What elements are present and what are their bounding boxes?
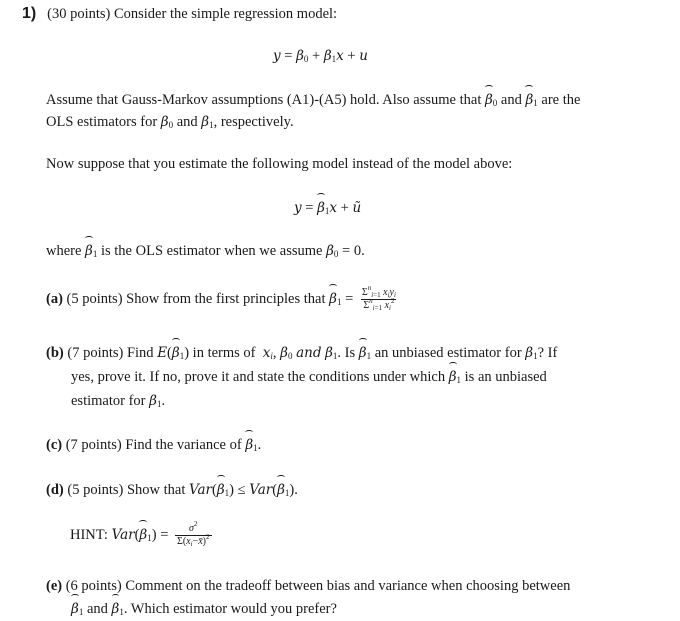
question-intro: Consider the simple regression model: xyxy=(113,6,338,22)
equation-full-model: $y = \beta_0 + \beta_1x + u$ xyxy=(273,48,368,64)
equation-restricted-model: $y = \beta_1x$ + ũ xyxy=(294,196,361,220)
part-d: (d) (5 points) Show that $Var(\beta_1) \le Var(\beta_1)$. xyxy=(46,478,298,502)
part-e-line1: (e) (6 points) Comment on the tradeoff between bias and variance when choosing between xyxy=(46,578,571,594)
where-line: where $\beta_1$ is the OLS estimator when we assume $\beta_0 = 0$. xyxy=(46,239,365,263)
part-e-label: (e) xyxy=(46,578,63,594)
question-header xyxy=(22,2,337,26)
question-points: (30 points) xyxy=(47,6,111,22)
part-b-line3: estimator for $\beta_1$. xyxy=(71,393,166,409)
assumption-paragraph-line2: OLS estimators for $\beta_0$ and $\beta_1$, respectively. xyxy=(46,114,294,130)
part-c-label: (c) xyxy=(46,437,63,453)
part-a: (a) (5 points) Show from the first principles that $\beta_1$ = $\frac{\Sigma^n_{i=1} x_iy_i}{\Sigma^n_{i=1} x_i^2}$ xyxy=(46,284,396,313)
part-c: (c) (7 points) Find the variance of $\beta_1$. xyxy=(46,433,261,457)
part-b-line2: yes, prove it. If no, prove it and state the conditions under which $\beta_1$ is an unbiased xyxy=(71,365,547,389)
part-b-line1: (b) (7 points) Find $E(\beta_1)$ in terms of $x_i$, $\beta_0$ and $\beta_1$. Is $\beta_1$ an unbiased estimator for $\beta_1$? If xyxy=(46,341,557,365)
question-number: 1) xyxy=(22,5,37,22)
beta-fraction: $\frac{\Sigma^n_{i=1} x_iy_i}{\Sigma^n_{i=1} x_i^2}$ xyxy=(361,284,396,313)
part-e-line2: $\beta_1$ and $\beta_1$. Which estimator would you prefer? xyxy=(71,597,337,621)
hint: HINT: $Var(\beta_1)$ = $\frac{\sigma^2}{\Sigma(x_i-x̄)^2}$ xyxy=(70,520,210,549)
assumption-paragraph-line1: Assume that Gauss-Markov assumptions (A1)-(A5) hold. Also assume that $\beta_0$ and $\beta_1$ are the xyxy=(46,88,580,112)
alternative-model-intro: Now suppose that you estimate the following model instead of the model above: xyxy=(46,156,513,172)
part-d-label: (d) xyxy=(46,482,64,498)
variance-fraction: $\frac{\sigma^2}{\Sigma(x_i-x̄)^2}$ xyxy=(177,520,210,549)
part-a-label: (a) xyxy=(46,291,63,307)
part-b-label: (b) xyxy=(46,345,64,361)
